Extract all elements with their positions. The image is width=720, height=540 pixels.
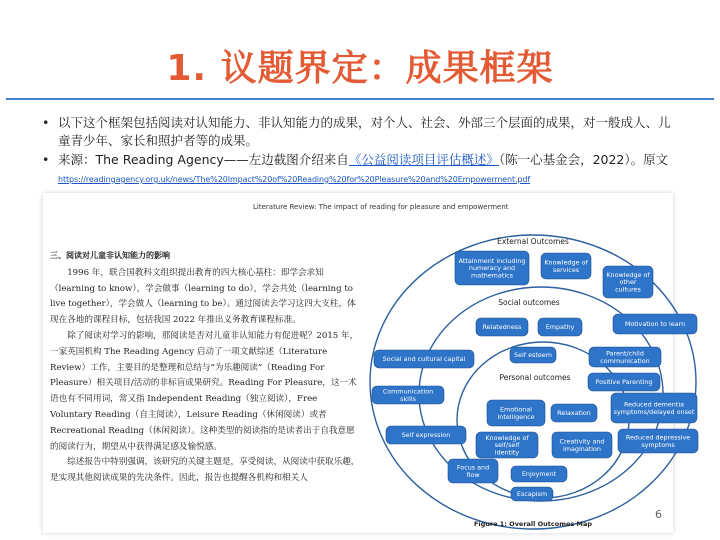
outcome-box-attainment — [455, 251, 529, 285]
outcome-box-label: mathematics — [471, 271, 513, 280]
outcome-box-label: Enjoyment — [521, 470, 557, 479]
outcome-box-label: Empathy — [545, 323, 575, 332]
page-number: 6 — [655, 508, 662, 521]
outcome-box-motivation — [613, 314, 697, 334]
outcome-box-label: skills — [400, 394, 416, 403]
outcome-box-self-esteem — [510, 347, 556, 363]
outcome-box-positive-parenting — [588, 373, 660, 391]
outcome-box-label: services — [552, 265, 580, 274]
figure-header: Literature Review: The impact of reading for pleasure and empowerment — [253, 203, 509, 211]
outcome-box-label: Reduced dementia — [623, 400, 685, 409]
outcome-box-label: Reduced depressive — [625, 433, 691, 442]
outcome-box-label: Self esteem — [514, 351, 552, 360]
outcome-box-self-expression — [386, 426, 466, 444]
source-prefix: 来源：The Reading Agency——左边截图介绍来自 — [58, 152, 349, 167]
outcome-box-label: identity — [494, 448, 520, 457]
outcome-box-parent-child — [589, 347, 661, 367]
outcome-box-label: Attainment including — [458, 257, 526, 265]
outcome-box-label: Motivation to learn — [624, 320, 686, 329]
outcome-box-label: Self expression — [401, 431, 451, 440]
outcome-box-label: symptoms — [641, 440, 675, 449]
outcome-box-dementia — [611, 393, 697, 423]
figure-caption: Figure 1: Overall Outcomes Map — [473, 520, 593, 528]
outcome-box-knowledge-cultures — [603, 266, 653, 298]
outcome-box-social-capital — [374, 350, 474, 368]
outcome-box-label: Emotional — [499, 405, 533, 414]
outcome-box-enjoyment — [511, 466, 567, 482]
excerpt-paragraph-1: 1996 年，联合国教科文组织提出教育的四大核心基柱：即学会求知（learning to know），学会做事（learning to do），学会共处（learning to live together），学会做人（learning to be）。通过阅读去学习这四大支柱，体现在各地的课程目标，包括我国 2022 年推出义务教育课程标准。 — [50, 267, 356, 326]
outcome-box-label: Relaxation — [557, 409, 591, 418]
ring-label-social: Social outcomes — [498, 298, 560, 307]
source-mid: （陈一心基金会，2022）。原文 — [498, 152, 669, 167]
outcome-box-relaxation — [551, 404, 597, 422]
outcome-box-label: Parent/child — [606, 349, 644, 358]
outcome-box-label: Relatedness — [482, 323, 522, 332]
outcome-box-label: Knowledge of — [485, 434, 529, 442]
bullet-text: 以下这个框架包括阅读对认知能力、非认知能力的成果，对个人、社会、外部三个层面的成果，对一般成人、儿童青少年、家长和照护者等的成果。 — [58, 115, 671, 148]
outcome-box-label: Knowledge of — [606, 271, 650, 279]
outcome-box-label: self/self — [494, 441, 520, 450]
outcome-box-escapism — [511, 487, 553, 501]
outcome-box-label: numeracy and — [468, 264, 516, 273]
outcome-box-label: Creativity and — [559, 437, 605, 446]
excerpt-heading: 三、阅读对儿童非认知能力的影响 — [50, 251, 170, 260]
outcome-box-depressive — [618, 429, 698, 453]
slide-title: 1. 议题界定：成果框架 — [166, 48, 554, 89]
outcome-box-label: Intelligence — [497, 412, 535, 421]
outcome-box-label: Escapism — [516, 490, 548, 499]
outcome-box-label: Communication — [382, 387, 434, 396]
outcome-box-label: communication — [600, 356, 650, 365]
ring-label-external: External Outcomes — [497, 237, 569, 246]
outcome-box-label: Social and cultural capital — [382, 355, 466, 364]
outcome-box-label: other — [619, 278, 637, 287]
outcome-box-communication — [372, 386, 444, 404]
outcome-box-knowledge-services — [541, 253, 591, 279]
excerpt-paragraph-3: 综述报告中特别强调，该研究的关键主题是，享受阅读，从阅读中获取乐趣，是实现其他阅读成果的先决条件。因此，报告也提醒各机构和相关人 — [50, 457, 360, 484]
outcome-box-focus — [448, 459, 498, 483]
outcome-box-label: Positive Parenting — [595, 378, 653, 387]
outcome-box-label: Knowledge of — [544, 258, 588, 267]
outcome-box-relatedness — [476, 318, 528, 336]
source-url-link[interactable]: https://readingagency.org.uk/news/The%20Impact%20of%20Reading%20for%20Pleasure%20and%20Empowerment.pdf — [58, 175, 531, 184]
outcome-box-label: cultures — [615, 285, 641, 294]
outcome-box-label: symptoms/delayed onset — [613, 407, 695, 416]
outcome-box-emotional — [487, 400, 545, 426]
source-link[interactable]: 《公益阅读项目评估概述》 — [348, 152, 499, 167]
excerpt-paragraph-2: 除了阅读对学习的影响，那阅读是否对儿童非认知能力有促进呢？2015 年，一家英国机构 The Reading Agency 启动了一项文献综述（Literature Review）工作，主要目的是整理和总结与“为乐趣阅读”（Reading For Pleasure）相关项目/活动的非标盲成果研究。Reading For Pleasure，这一术语也有不同用词，常又指 Independent Reading（独立阅读），Free Voluntary Reading（自主阅读），Leisure Reading（休闲阅读）或者 Recreational Reading（休闲阅读）。这种类型的阅读指的是读者出于自我意愿的阅读行为，期望从中获得满足感及愉悦感。 — [50, 330, 359, 452]
outcome-box-label: Focus and — [456, 463, 490, 472]
outcome-box-knowledge-self — [476, 432, 538, 458]
outcome-box-label: flow — [466, 470, 480, 479]
outcome-box-creativity — [552, 432, 612, 458]
outcome-box-label: imagination — [563, 444, 601, 453]
ring-label-personal: Personal outcomes — [499, 373, 571, 382]
outcome-box-empathy — [538, 318, 582, 336]
